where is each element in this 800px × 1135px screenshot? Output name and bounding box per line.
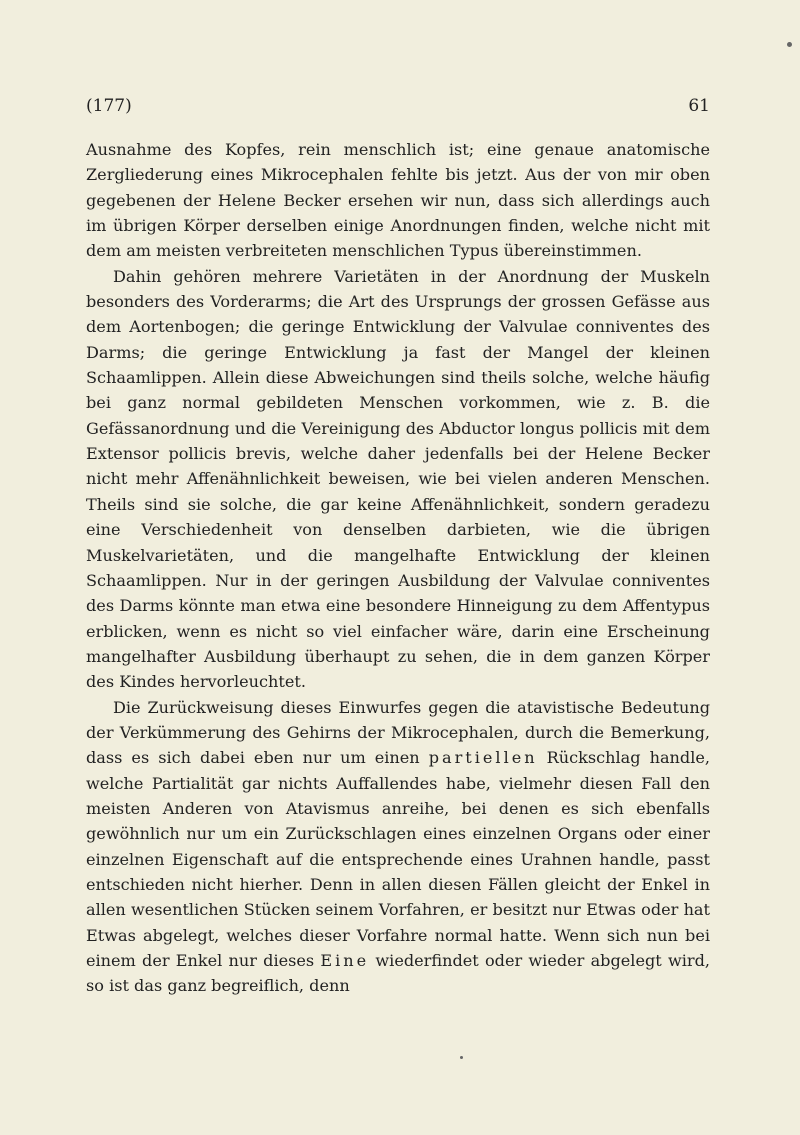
- body-text: [86, 137, 710, 999]
- page-number: 61: [688, 96, 710, 116]
- emphasis-partiellen: partiellen: [428, 748, 538, 768]
- page-header: [86, 94, 710, 118]
- paper-speck: [787, 42, 792, 47]
- paragraph-1: Ausnahme des Kopfes, rein menschlich ist; eine genaue anatomische Zergliederung eines Mikrocephalen fehlte bis jetzt. Aus der von mir oben gegebenen der Helene Becker ersehen wir nun, dass sich allerdings auch im übrigen Körper derselben einige Anordnungen finden, welche nicht mit dem am meisten verbreiteten menschlichen Typus übereinstimmen.: [86, 140, 710, 261]
- paragraph-3-part-1: Die Zurückweisung dieses Einwurfes gegen die atavistische Bedeutung der Verkümmerung des Gehirns der Mikrocephalen, durch die Bemerkung, dass es sich dabei eben nur um einen: [86, 697, 710, 768]
- paper-speck: [460, 1056, 463, 1059]
- paragraph-3-part-2: Rückschlag handle, welche Partialität gar nichts Auffallendes habe, vielmehr diesen Fall den meisten Anderen von Atavismus anreihe, bei denen es sich ebenfalls gewöhnlich nur um ein Zurückschlagen eines einzelnen Organs oder einer einzelnen Eigenschaft auf die entsprechende eines Urahnen handle, passt entschieden nicht hierher. Denn in allen diesen Fällen gleicht der Enkel in allen wesentlichen Stücken seinem Vorfahren, er besitzt nur Etwas oder hat Etwas abgelegt, welches dieser Vorfahre normal hatte. Wenn sich nun bei einem der Enkel nur dieses: [86, 748, 710, 970]
- emphasis-eine: Eine: [320, 951, 370, 970]
- paragraph-3-part-3: wiederfindet oder wieder abgelegt wird, so ist das ganz begreiflich, denn: [86, 951, 710, 996]
- paragraph-3: [86, 695, 710, 999]
- section-number: (177): [86, 96, 132, 116]
- paragraph-2: Dahin gehören mehrere Varietäten in der Anordnung der Muskeln besonders des Vorderarms; die Art des Ursprungs der grossen Gefässe aus dem Aortenbogen; die geringe Entwicklung der Valvulae conniventes des Darms; die geringe Entwicklung ja fast der Mangel der kleinen Schaamlippen. Allein diese Abweichungen sind theils solche, welche häufig bei ganz normal gebildeten Menschen vorkommen, wie z. B. die Gefässanordnung und die Vereinigung des Abductor longus pollicis mit dem Extensor pollicis brevis, welche daher jedenfalls bei der Helene Becker nicht mehr Affenähnlichkeit beweisen, wie bei vielen anderen Menschen. Theils sind sie solche, die gar keine Affenähnlichkeit, sondern geradezu eine Verschiedenheit von denselben darbieten, wie die übrigen Muskelvarietäten, und die mangelhafte Entwicklung der kleinen Schaamlippen. Nur in der geringen Ausbildung der Valvulae conniventes des Darms könnte man etwa eine besondere Hinneigung zu dem Affentypus erblicken, wenn es nicht so viel einfacher wäre, darin eine Erscheinung mangelhafter Ausbildung überhaupt zu sehen, die in dem ganzen Körper des Kindes hervorleuchtet.: [86, 266, 710, 692]
